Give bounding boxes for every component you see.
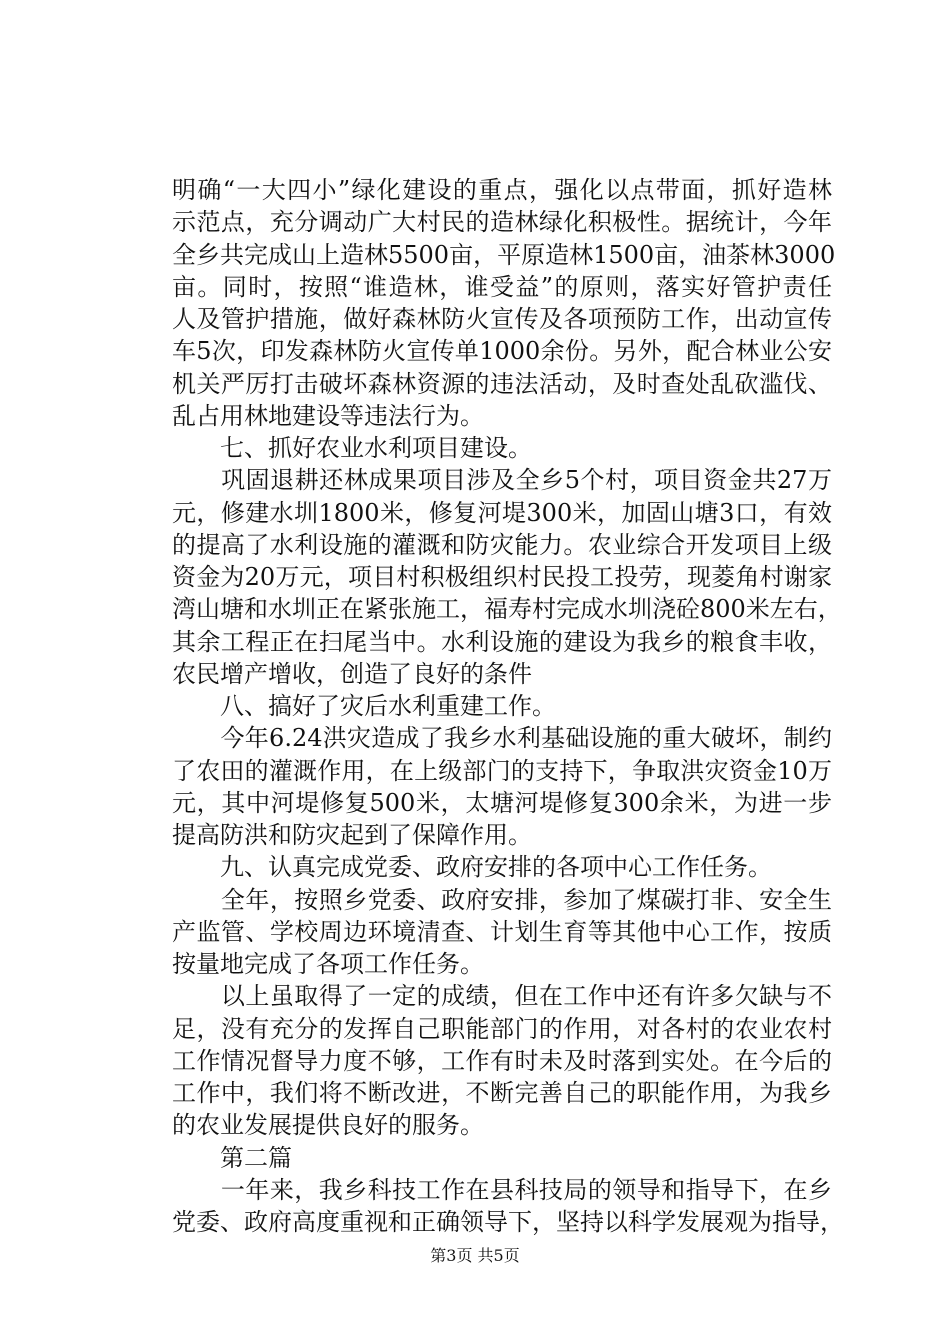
- text-line: 全乡共完成山上造林5500亩，平原造林1500亩，油茶林3000: [172, 240, 836, 269]
- section-heading: [172, 851, 832, 883]
- text-line: 工作情况督导力度不够，工作有时未及时落到实处。在今后的: [172, 1046, 832, 1075]
- text-line: 乱占用林地建设等违法行为。: [172, 401, 484, 430]
- text-line: 机关严厉打击破坏森林资源的违法活动，及时查处乱砍滥伐、: [172, 369, 832, 398]
- text-line: 足，没有充分的发挥自己职能部门的作用，对各村的农业农村: [172, 1014, 832, 1043]
- paragraph: [172, 174, 836, 432]
- paragraph: [172, 722, 832, 851]
- text-line: 元，修建水圳1800米，修复河堤300米，加固山塘3口，有效: [172, 498, 832, 527]
- paragraph: [172, 980, 832, 1141]
- text-line: 元，其中河堤修复500米，太塘河堤修复300余米，为进一步: [172, 788, 832, 817]
- text-line: 的提高了水利设施的灌溉和防灾能力。农业综合开发项目上级: [172, 530, 832, 559]
- text-line: 全年，按照乡党委、政府安排，参加了煤碳打非、安全生: [172, 885, 832, 914]
- text-line: 亩。同时，按照“谁造林，谁受益”的原则，落实好管护责任: [172, 272, 832, 301]
- text-line: 一年来，我乡科技工作在县科技局的领导和指导下，在乡: [172, 1175, 832, 1204]
- text-line: 九、认真完成党委、政府安排的各项中心工作任务。: [172, 853, 772, 882]
- text-line: 资金为20万元，项目村积极组织村民投工投劳，现菱角村谢家: [172, 563, 832, 591]
- text-line: 示范点，充分调动广大村民的造林绿化积极性。据统计，今年: [172, 208, 832, 237]
- text-line: 八、搞好了灾后水利重建工作。: [172, 692, 556, 720]
- text-line: 七、抓好农业水利项目建设。: [172, 434, 532, 462]
- paragraph: [172, 884, 832, 981]
- paragraph: [172, 1174, 844, 1239]
- section-heading: [172, 432, 832, 464]
- paragraph: [172, 464, 842, 690]
- text-line: 其余工程正在扫尾当中。水利设施的建设为我乡的粮食丰收，: [172, 627, 832, 656]
- text-line: 人及管护措施，做好森林防火宣传及各项预防工作，出动宣传: [172, 305, 832, 333]
- page-number: 第3页 共5页: [430, 1246, 520, 1265]
- text-line: 了农田的灌溉作用，在上级部门的支持下，争取洪灾资金10万: [172, 756, 832, 785]
- section-heading: [172, 1142, 832, 1174]
- section-heading: [172, 690, 832, 722]
- text-line: 提高防洪和防灾起到了保障作用。: [172, 821, 532, 849]
- text-line: 的农业发展提供良好的服务。: [172, 1111, 484, 1140]
- text-line: 明确“一大四小”绿化建设的重点，强化以点带面，抓好造林: [172, 176, 832, 204]
- text-line: 巩固退耕还林成果项目涉及全乡5个村，项目资金共27万: [172, 466, 832, 495]
- text-line: 今年6.24洪灾造成了我乡水利基础设施的重大破坏，制约: [172, 724, 832, 753]
- text-line: 农民增产增收，创造了良好的条件: [172, 659, 532, 688]
- text-line: 车5次，印发森林防火宣传单1000余份。另外，配合林业公安: [172, 337, 832, 366]
- text-line: 产监管、学校周边环境清查、计划生育等其他中心工作，按质: [172, 917, 832, 946]
- page-footer: [0, 1243, 950, 1266]
- text-line: 工作中，我们将不断改进，不断完善自己的职能作用，为我乡: [172, 1079, 832, 1107]
- text-line: 第二篇: [172, 1143, 292, 1172]
- document-body: [172, 174, 844, 1238]
- text-line: 以上虽取得了一定的成绩，但在工作中还有许多欠缺与不: [172, 982, 832, 1011]
- text-line: 按量地完成了各项工作任务。: [172, 950, 484, 978]
- text-line: 湾山塘和水圳正在紧张施工，福寿村完成水圳浇砼800米左右，: [172, 595, 842, 624]
- text-line: 党委、政府高度重视和正确领导下，坚持以科学发展观为指导，: [172, 1208, 844, 1236]
